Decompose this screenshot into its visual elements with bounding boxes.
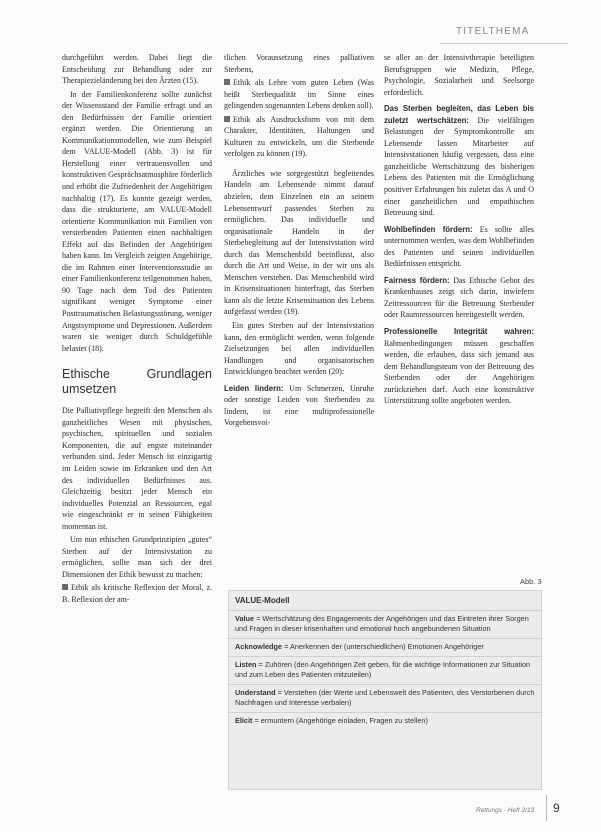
paragraph: [384, 275, 534, 321]
paragraph: Ein gutes Sterben auf der Intensivstation kann, den ermöglicht werden, wenn folgende Zielsetzungen bei allen individuellen Handlungen und organisatorischen Entwicklungen beachtet werden (20):: [224, 321, 374, 377]
paragraph: se aller an der Intensivtherapie beteiligten Berufsgruppen wie Medizin, Pflege, Psychologie, Sozialarbeit und Seelsorge erforderlich.: [384, 53, 534, 97]
value-model-key: Understand: [235, 688, 276, 697]
paragraph: Ärztliches wie sorgegestützt begleitendes Handeln am Lebensende nimmt darauf abzielen, dem Einzelnen ein an seinem Lebensentwurf passendes Sterben zu ermöglichen. Das individuelle und organisationale Handeln in der Sterbebegleitung auf der Intensivstation wird durch das Menschenbild beeinflusst, also durch die Art und Weise, in der wir uns als Menschen verstehen. Das Menschenbild wird in Krisensituationen hinterfragt, das Sterben kann als die letzte Krisensituation des Lebens aufgefasst werden (19).: [224, 168, 374, 317]
section-heading: Ethische Grundlagen umsetzen: [62, 367, 212, 397]
paragraph: [384, 326, 534, 407]
value-model-text: = ermuntern (Angehörige einladen, Fragen zu stellen): [252, 716, 428, 725]
value-model-key: Listen: [235, 660, 257, 669]
paragraph-lead: Leiden lindern:: [224, 383, 284, 393]
value-model-text: = Verstehen (der Werte und Lebenswelt des Patienten, des Verstorbenen durch Nachfragen und Interesse verbalen): [235, 688, 535, 707]
section-header: TITELTHEMA: [456, 26, 530, 37]
paragraph-text: Es sollte alles unternommen werden, was dem Wohlbefinden des Patienten und seinen individuellen Bedürfnissen entspricht.: [384, 224, 534, 269]
value-model-row: [229, 685, 541, 713]
paragraph-lead: Professionelle Integrität wahren:: [384, 327, 534, 337]
paragraph-text: Die vielfältigen Belastungen der Symptomkontrolle am Lebensende lassen Mitarbeiter auf Intensivstationen häufig vergessen, dass eine ganzheitliche Wertschätzung des bisherigen Lebens des Patienten mit die Ermöglichung positiver Erfahrungen bis zuletzt das A und O einer ganzheitlichen und empathischen Betreuung sind.: [384, 115, 534, 218]
value-model-row: [229, 611, 541, 639]
value-model-row: [229, 713, 541, 730]
bullet-text: Ethik als kritische Reflexion der Moral, z. B. Reflexion der am-: [62, 583, 212, 604]
paragraph-lead: Fairness fördern:: [384, 275, 450, 285]
bullet-square-icon: [62, 584, 68, 590]
bullet-square-icon: [224, 79, 230, 85]
bullet-text: Ethik als Ausdrucksform von mit dem Charakter, Identitäten, Haltungen und Kulturen zu entwickeln, um die Sterbende verfolgen zu können (19).: [224, 114, 374, 159]
column-3: [384, 52, 534, 409]
paragraph-text: Das Ethische Gebot des Krankenhauses zeigt sich darin, inwiefern Zeitressourcen für die Betreuung Sterbender oder Raumressourcen bereitgestellt werden.: [384, 275, 535, 320]
value-model-text: = Zuhören (den Angehörigen Zeit geben, für die wichtige Informationen zur Situation und zum Leben des Patienten mitzuteilen): [235, 660, 531, 679]
bullet-item: [62, 582, 212, 605]
value-model-text: = Wertschätzung des Engagements der Angehörigen und das Eintreten ihrer Sorgen und Fragen in dieser krisenhaften und emotional hoch angebundenen Situation: [235, 614, 529, 633]
paragraph: In der Familienkonferenz sollte zunächst der Wissensstand der Familie erfragt und an den Bedürfnissen der Familie orientiert ergänzt werden. Die Orientierung an Kommunikationsmodellen, wie zum Beispiel dem VALUE-Modell (Abb. 3) ist für Herstellung einer vertrauensvollen und konstruktiven Gesprächsatmosphäre förderlich und erhöht die Zufriedenheit der Angehörigen nachhaltig (17). Es konnte gezeigt werden, dass die strukturierte, am VALUE-Modell orientierte Kommunikation mit Familien von versterbenden Patienten einen nachhaltigen Effekt auf das Befinden der Angehörigen haben kann. Im Vergleich zeigten Angehörige, die im Rahmen einer Interventionsstudie an einer Familienkonferenz teilgenommen haben, 90 Tage nach dem Tod des Patienten signifikant weniger Symptome einer Posttraumatischen Belastungsstörung, weniger Angstsymptome und Depressionen. Außerdem waren sie weniger durch Schuldgefühle belastet (18).: [62, 89, 212, 353]
bullet-item: [224, 77, 374, 112]
bullet-square-icon: [224, 116, 230, 122]
column-2: [224, 52, 374, 431]
page-number: 9: [553, 801, 560, 815]
bullet-item: [224, 114, 374, 160]
bullet-text: Ethik als Lehre vom guten Leben (Was heißt Sterbequalität im Sinne eines gelingenden sogenannten Lebens denken soll).: [224, 78, 374, 111]
paragraph: [384, 103, 534, 218]
paragraph-text: Um Schmerzen, Unruhe oder sonstige Leiden von Sterbenden zu lindern, ist eine multiprofessionelle Vorgehensvoi-: [224, 383, 374, 428]
value-model-title: VALUE-Modell: [229, 591, 541, 611]
column-1: [62, 52, 212, 608]
value-model-key: Value: [235, 614, 255, 623]
value-model-box: [228, 590, 542, 790]
header-rule: [440, 43, 568, 44]
paragraph: durchgeführt werden. Dabei liegt die Entscheidung zur Behandlung oder zur Therapiezieländerung bei den Ärzten (15).: [62, 53, 212, 86]
paragraph: Die Palliativpflege begreift den Menschen als ganzheitliches Wesen mit physischen, psychischen, spirituellen und sozialen Komponenten, die auf engste miteinander verbunden sind. Jeder Mensch ist einzigartig im Leiden sowie im Erkranken und den Art des individuellen Bedürfnisses aus. Gleichzeitig besitzt jeder Mensch ein individuelles Potenzial an Ressourcen, egal wie eingeschränkt er in seinen Fähigkeiten momentan ist.: [62, 406, 212, 531]
paragraph: tlichen Voraussetzung eines palliativen Sterbens,: [224, 53, 374, 74]
value-model-text: = Anerkennen der (unterschiedlichen) Emotionen Angehöriger: [282, 642, 484, 651]
paragraph-lead: Das Sterben begleiten, das Leben bis zuletzt wertschätzen:: [384, 104, 534, 125]
figure-label: Abb. 3: [520, 577, 542, 586]
footer-source: Rettungs · Heft 2/13: [476, 807, 535, 814]
paragraph: Um nun ethischen Grundprinzipien „gutes“ Sterben auf der Intensivstation zu ermöglichen, sollte man sich der drei Dimensionen der Ethik bewusst zu machen:: [62, 535, 212, 579]
value-model-key: Elicit: [235, 716, 253, 725]
value-model-key: Acknowledge: [235, 642, 283, 651]
paragraph: [224, 383, 374, 429]
value-model-row: [229, 639, 541, 657]
paragraph-lead: Wohlbefinden fördern:: [384, 224, 473, 234]
paragraph: [384, 224, 534, 270]
footer-divider: [546, 795, 547, 821]
paragraph-text: Rahmenbedingungen müssen geschaffen werden, die erlauben, dass sich jemand aus dem Behandlungsteam von der Betreuung des Sterbenden oder der Angehörigen zurückziehen darf. Auch eine konstruktive Unterstützung sollte angeboten werden.: [384, 338, 534, 406]
value-model-row: [229, 657, 541, 685]
